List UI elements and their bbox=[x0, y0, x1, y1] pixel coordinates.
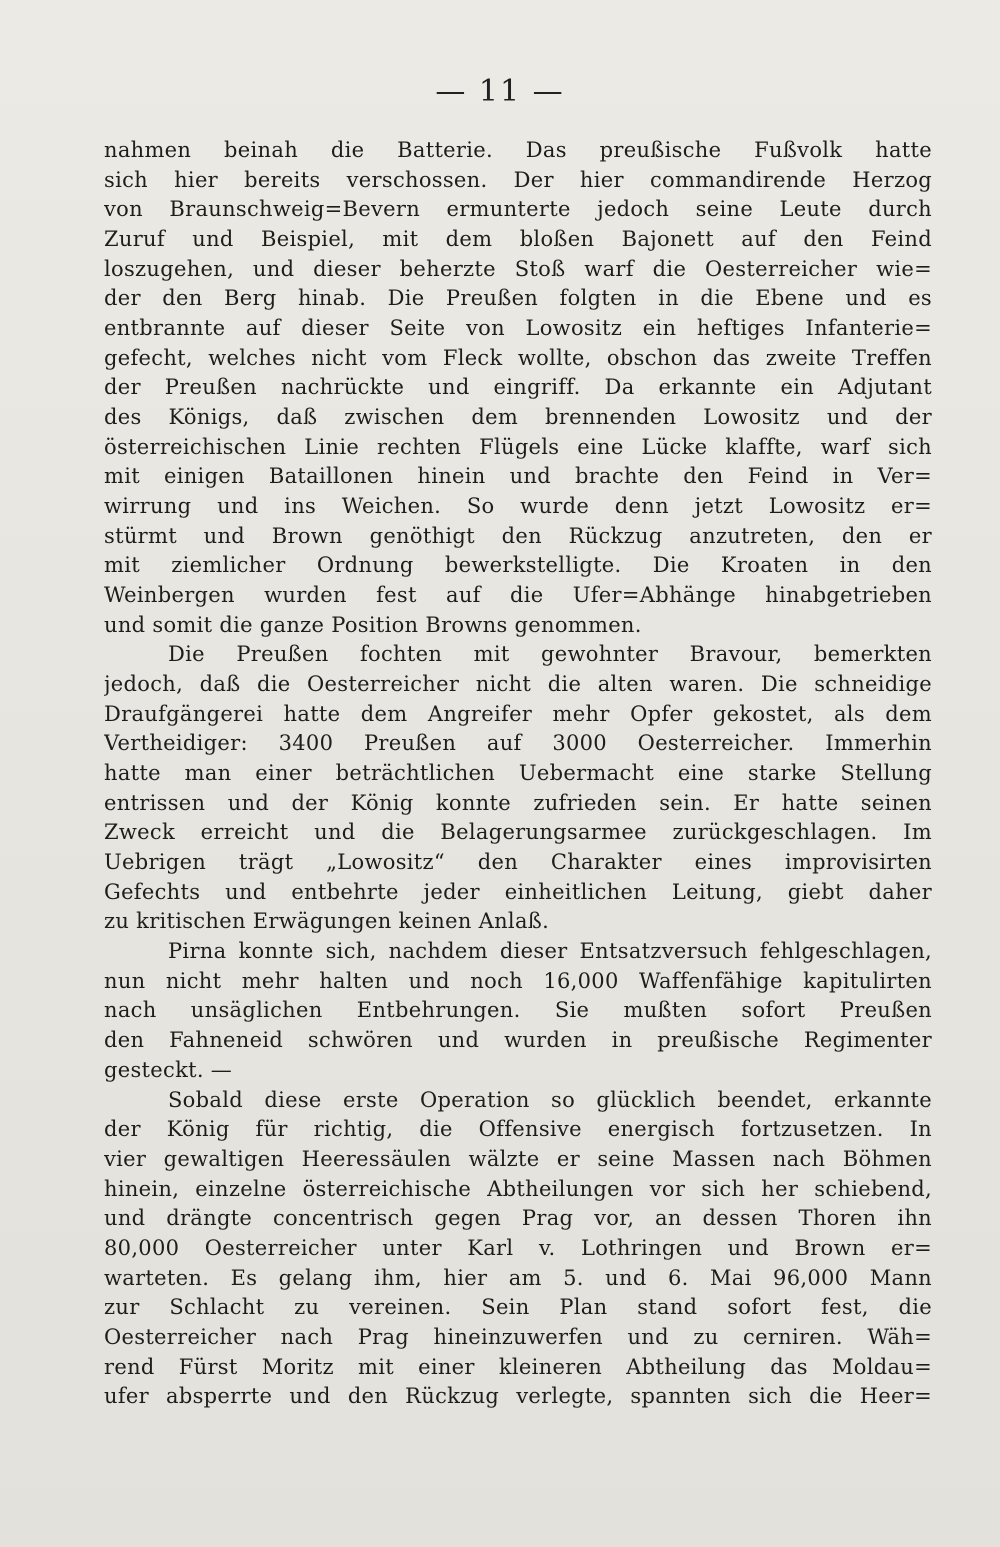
text-line: Sobald diese erste Operation so glücklich beendet, erkannte bbox=[168, 1087, 932, 1112]
text-line: von Braunschweig=Bevern ermunterte jedoch seine Leute durch bbox=[104, 197, 932, 222]
text-line: gefecht, welches nicht vom Fleck wollte, obschon das zweite Treffen bbox=[104, 345, 932, 370]
text-line: stürmt und Brown genöthigt den Rückzug anzutreten, den er bbox=[104, 523, 932, 548]
text-line: der König für richtig, die Offensive energisch fortzusetzen. In bbox=[104, 1117, 932, 1142]
text-line: zur Schlacht zu vereinen. Sein Plan stand sofort fest, die bbox=[104, 1295, 932, 1320]
text-line: hatte man einer beträchtlichen Uebermacht eine starke Stellung bbox=[104, 761, 932, 786]
text-line: des Königs, daß zwischen dem brennenden Lowositz und der bbox=[104, 405, 932, 430]
text-line: warteten. Es gelang ihm, hier am 5. und 6. Mai 96,000 Mann bbox=[104, 1265, 932, 1290]
page-number: — 11 — bbox=[435, 74, 565, 109]
text-line: 80,000 Oesterreicher unter Karl v. Lothringen und Brown er= bbox=[104, 1235, 932, 1260]
text-line: nach unsäglichen Entbehrungen. Sie mußten sofort Preußen bbox=[104, 998, 932, 1023]
text-line: Oesterreicher nach Prag hineinzuwerfen und zu cerniren. Wäh= bbox=[104, 1324, 932, 1349]
text-line: österreichischen Linie rechten Flügels eine Lücke klaffte, warf sich bbox=[104, 434, 932, 459]
text-line: entbrannte auf dieser Seite von Lowositz ein heftiges Infanterie= bbox=[104, 316, 932, 341]
text-line: Zuruf und Beispiel, mit dem bloßen Bajonett auf den Feind bbox=[104, 227, 932, 252]
text-line: Zweck erreicht und die Belagerungsarmee zurückgeschlagen. Im bbox=[104, 820, 932, 845]
text-line: rend Fürst Moritz mit einer kleineren Abtheilung das Moldau= bbox=[104, 1354, 932, 1379]
text-line: wirrung und ins Weichen. So wurde denn jetzt Lowositz er= bbox=[104, 494, 932, 519]
text-line: mit einigen Bataillonen hinein und brachte den Feind in Ver= bbox=[104, 464, 932, 489]
text-line: jedoch, daß die Oesterreicher nicht die alten waren. Die schneidige bbox=[104, 672, 932, 697]
text-line: Gefechts und entbehrte jeder einheitlichen Leitung, giebt daher bbox=[104, 879, 932, 904]
text-line: zu kritischen Erwägungen keinen Anlaß. bbox=[104, 909, 550, 934]
text-line: Weinbergen wurden fest auf die Ufer=Abhänge hinabgetrieben bbox=[104, 583, 932, 608]
text-line: nun nicht mehr halten und noch 16,000 Waffenfähige kapitulirten bbox=[104, 968, 932, 993]
text-line: und drängte concentrisch gegen Prag vor, an dessen Thoren ihn bbox=[104, 1206, 932, 1231]
text-line: gesteckt. — bbox=[104, 1057, 233, 1082]
text-line: Pirna konnte sich, nachdem dieser Entsatzversuch fehlgeschlagen, bbox=[168, 939, 932, 964]
text-line: hinein, einzelne österreichische Abtheilungen vor sich her schiebend, bbox=[104, 1176, 932, 1201]
text-line: loszugehen, und dieser beherzte Stoß warf die Oesterreicher wie= bbox=[104, 256, 932, 281]
text-line: Draufgängerei hatte dem Angreifer mehr Opfer gekostet, als dem bbox=[104, 701, 932, 726]
text-line: Die Preußen fochten mit gewohnter Bravour, bemerkten bbox=[168, 642, 932, 667]
text-line: der Preußen nachrückte und eingriff. Da erkannte ein Adjutant bbox=[104, 375, 932, 400]
text-line: entrissen und der König konnte zufrieden sein. Er hatte seinen bbox=[104, 790, 932, 815]
text-line: der den Berg hinab. Die Preußen folgten in die Ebene und es bbox=[104, 286, 932, 311]
text-line: ufer absperrte und den Rückzug verlegte, spannten sich die Heer= bbox=[104, 1384, 932, 1409]
text-line: Vertheidiger: 3400 Preußen auf 3000 Oesterreicher. Immerhin bbox=[104, 731, 932, 756]
text-line: vier gewaltigen Heeressäulen wälzte er seine Massen nach Böhmen bbox=[104, 1146, 932, 1171]
body-text bbox=[104, 136, 932, 1412]
text-line: mit ziemlicher Ordnung bewerkstelligte. Die Kroaten in den bbox=[104, 553, 932, 578]
text-line: den Fahneneid schwören und wurden in preußische Regimenter bbox=[104, 1028, 932, 1053]
text-line: und somit die ganze Position Browns genommen. bbox=[104, 612, 642, 637]
text-line: Uebrigen trägt „Lowositz“ den Charakter eines improvisirten bbox=[104, 850, 932, 875]
text-line: sich hier bereits verschossen. Der hier commandirende Herzog bbox=[104, 167, 932, 192]
text-line: nahmen beinah die Batterie. Das preußische Fußvolk hatte bbox=[104, 138, 932, 162]
